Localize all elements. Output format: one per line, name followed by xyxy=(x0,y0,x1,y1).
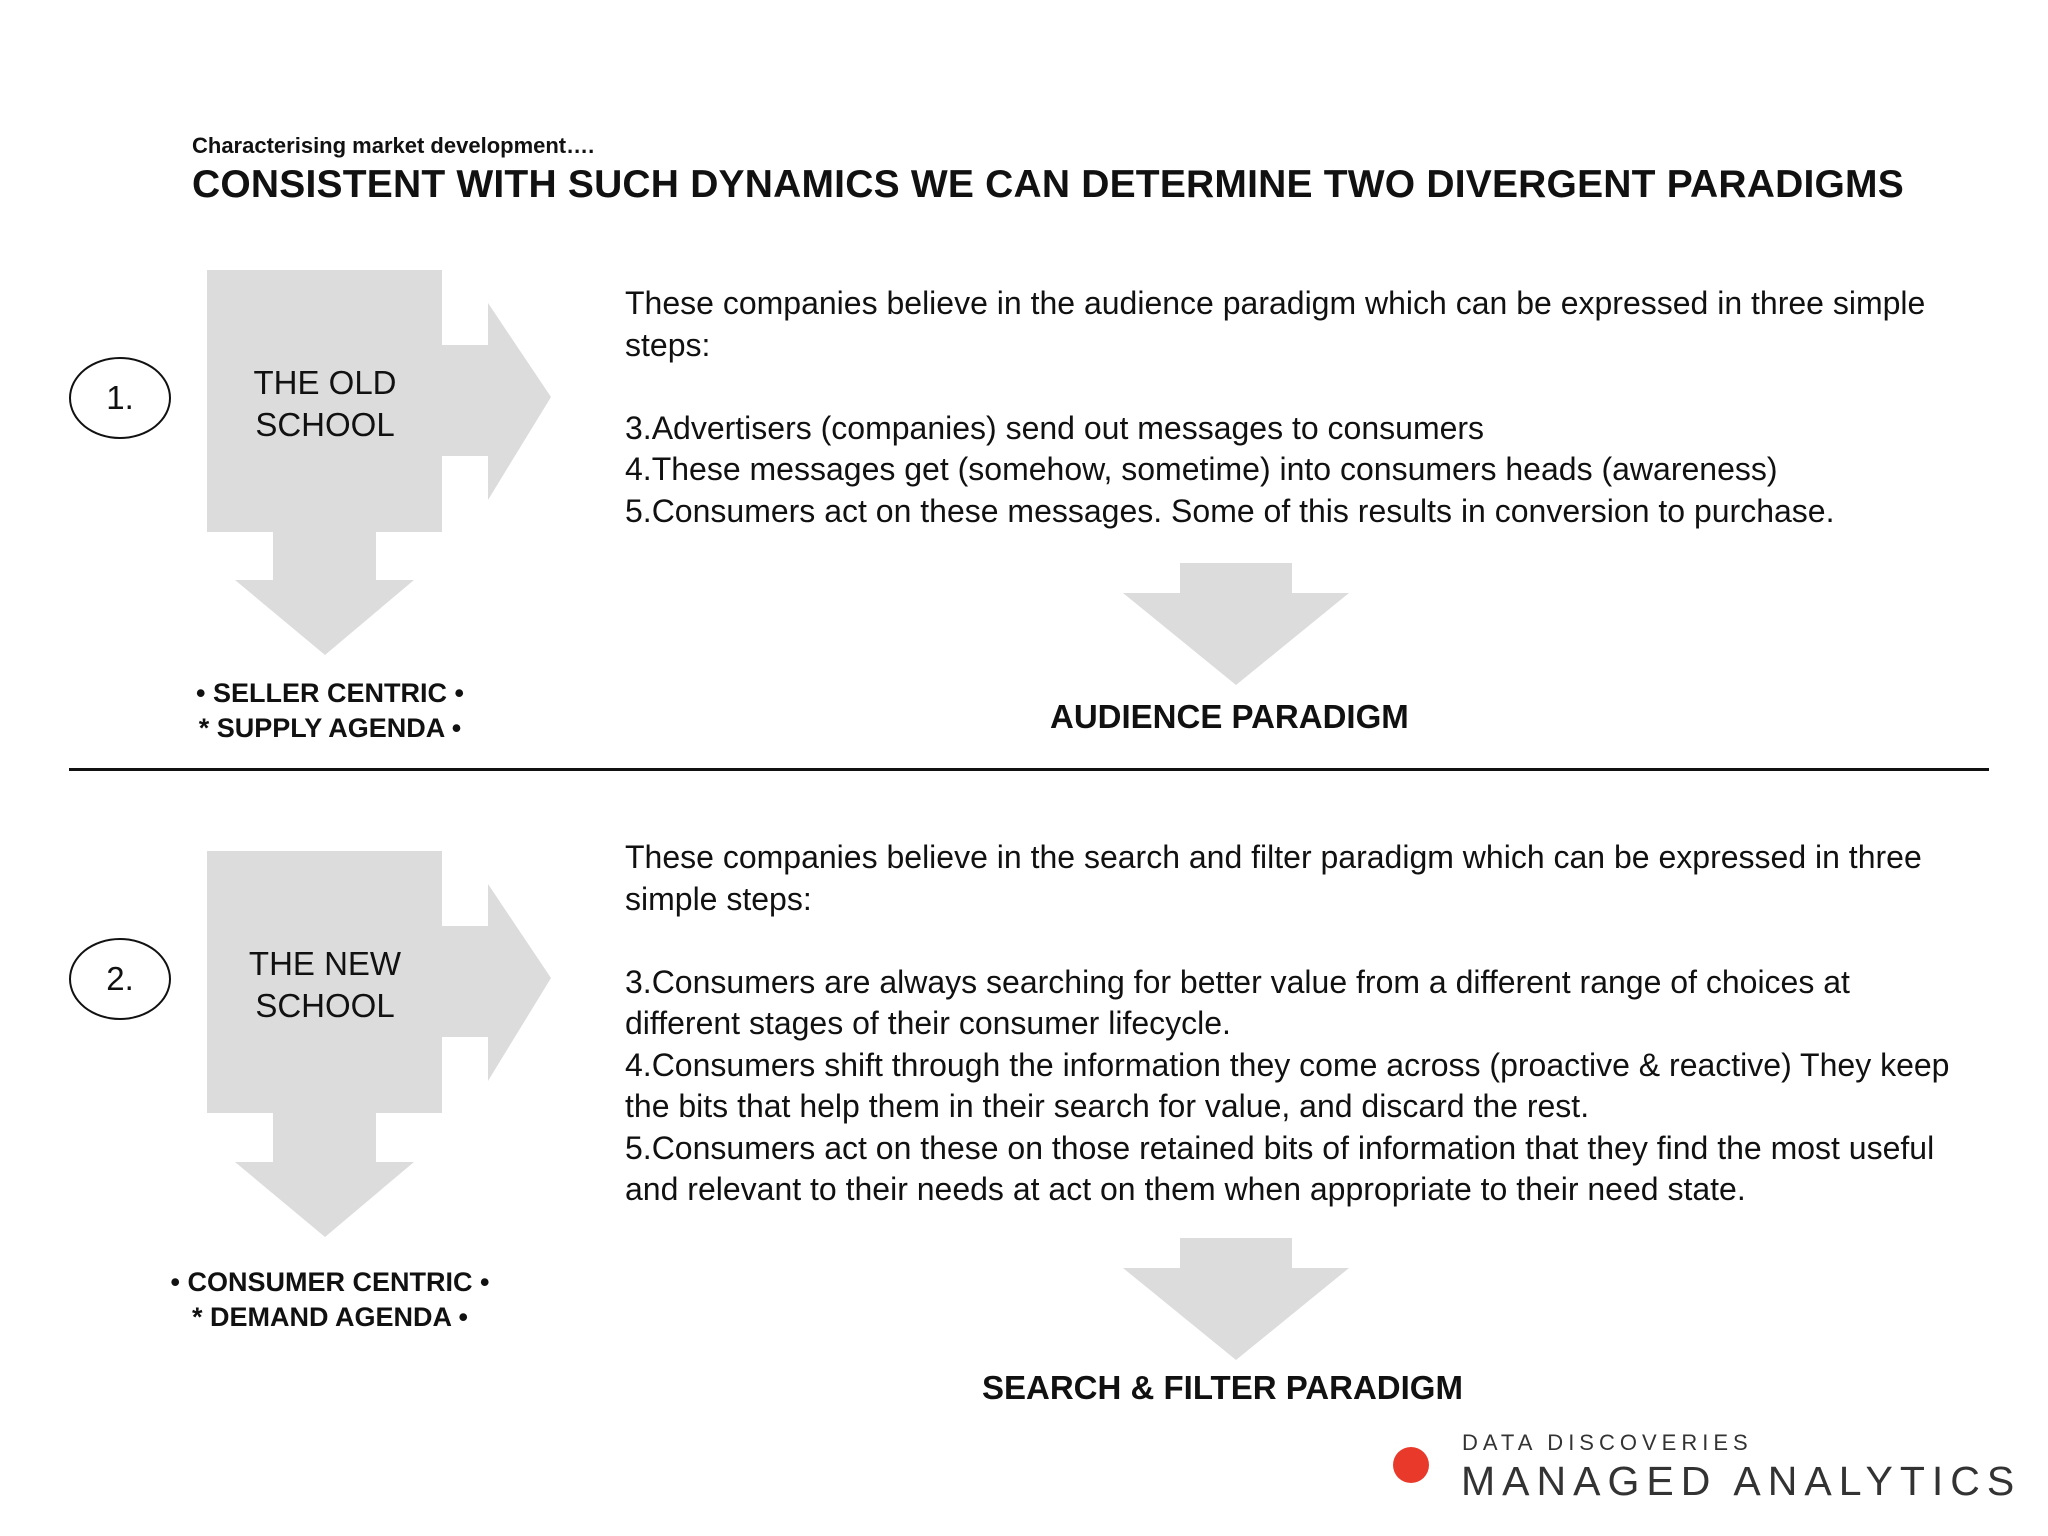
section-number-circle: 2. xyxy=(69,938,171,1020)
demand-agenda-tag: * DEMAND AGENDA • xyxy=(192,1302,468,1332)
description-intro: These companies believe in the audience paradigm which can be expressed in three simple steps: xyxy=(625,285,1926,363)
new-school-arrow-shape xyxy=(207,851,551,1237)
audience-paradigm-arrow xyxy=(1123,563,1349,685)
description-intro: These companies believe in the search and filter paradigm which can be expressed in three simple steps: xyxy=(625,839,1922,917)
new-school-label-line1: THE NEW xyxy=(248,945,402,982)
section-divider xyxy=(69,768,1989,771)
audience-description xyxy=(625,283,1955,532)
page-subtitle: Characterising market development…. xyxy=(192,133,595,158)
description-step: 3.Advertisers (companies) send out messages to consumers xyxy=(625,409,1485,446)
old-school-label xyxy=(207,362,443,446)
description-step: 4.Consumers shift through the information they come across (proactive & reactive) They keep the bits that help them in their search for value, and discard the rest. xyxy=(625,1046,1950,1124)
seller-centric-tag: • SELLER CENTRIC • xyxy=(196,678,464,708)
consumer-centric-tag: • CONSUMER CENTRIC • xyxy=(170,1267,490,1297)
new-school-label-line2: SCHOOL xyxy=(255,987,395,1024)
search-filter-paradigm-arrow xyxy=(1123,1238,1349,1360)
logo-company-name: DATA DISCOVERIES xyxy=(1462,1430,1753,1455)
logo-dot-icon xyxy=(1393,1447,1429,1483)
search-filter-paradigm-label: SEARCH & FILTER PARADIGM xyxy=(982,1369,1463,1406)
audience-paradigm-label: AUDIENCE PARADIGM xyxy=(1050,698,1409,735)
description-step: 4.These messages get (somehow, sometime) into consumers heads (awareness) xyxy=(625,451,1778,487)
description-step: 5.Consumers act on these on those retained bits of information that they find the most useful and relevant to their needs at act on them when appropriate to their need state. xyxy=(625,1129,1935,1207)
logo-product-name: MANAGED ANALYTICS xyxy=(1461,1458,2022,1504)
search-filter-description xyxy=(625,837,1955,1211)
page-title: CONSISTENT WITH SUCH DYNAMICS WE CAN DETERMINE TWO DIVERGENT PARADIGMS xyxy=(192,163,1904,206)
old-school-label-line2: SCHOOL xyxy=(255,406,395,443)
old-school-label-line1: THE OLD xyxy=(253,364,397,401)
description-step: 5.Consumers act on these messages. Some of this results in conversion to purchase. xyxy=(625,492,1835,529)
old-school-tags xyxy=(170,676,490,746)
section-number-circle: 1. xyxy=(69,357,171,439)
description-step: 3.Consumers are always searching for better value from a different range of choices at different stages of their consumer lifecycle. xyxy=(625,963,1850,1041)
new-school-label xyxy=(207,943,443,1027)
new-school-tags xyxy=(150,1265,510,1335)
supply-agenda-tag: * SUPPLY AGENDA • xyxy=(198,713,462,743)
old-school-arrow-shape xyxy=(207,270,551,655)
